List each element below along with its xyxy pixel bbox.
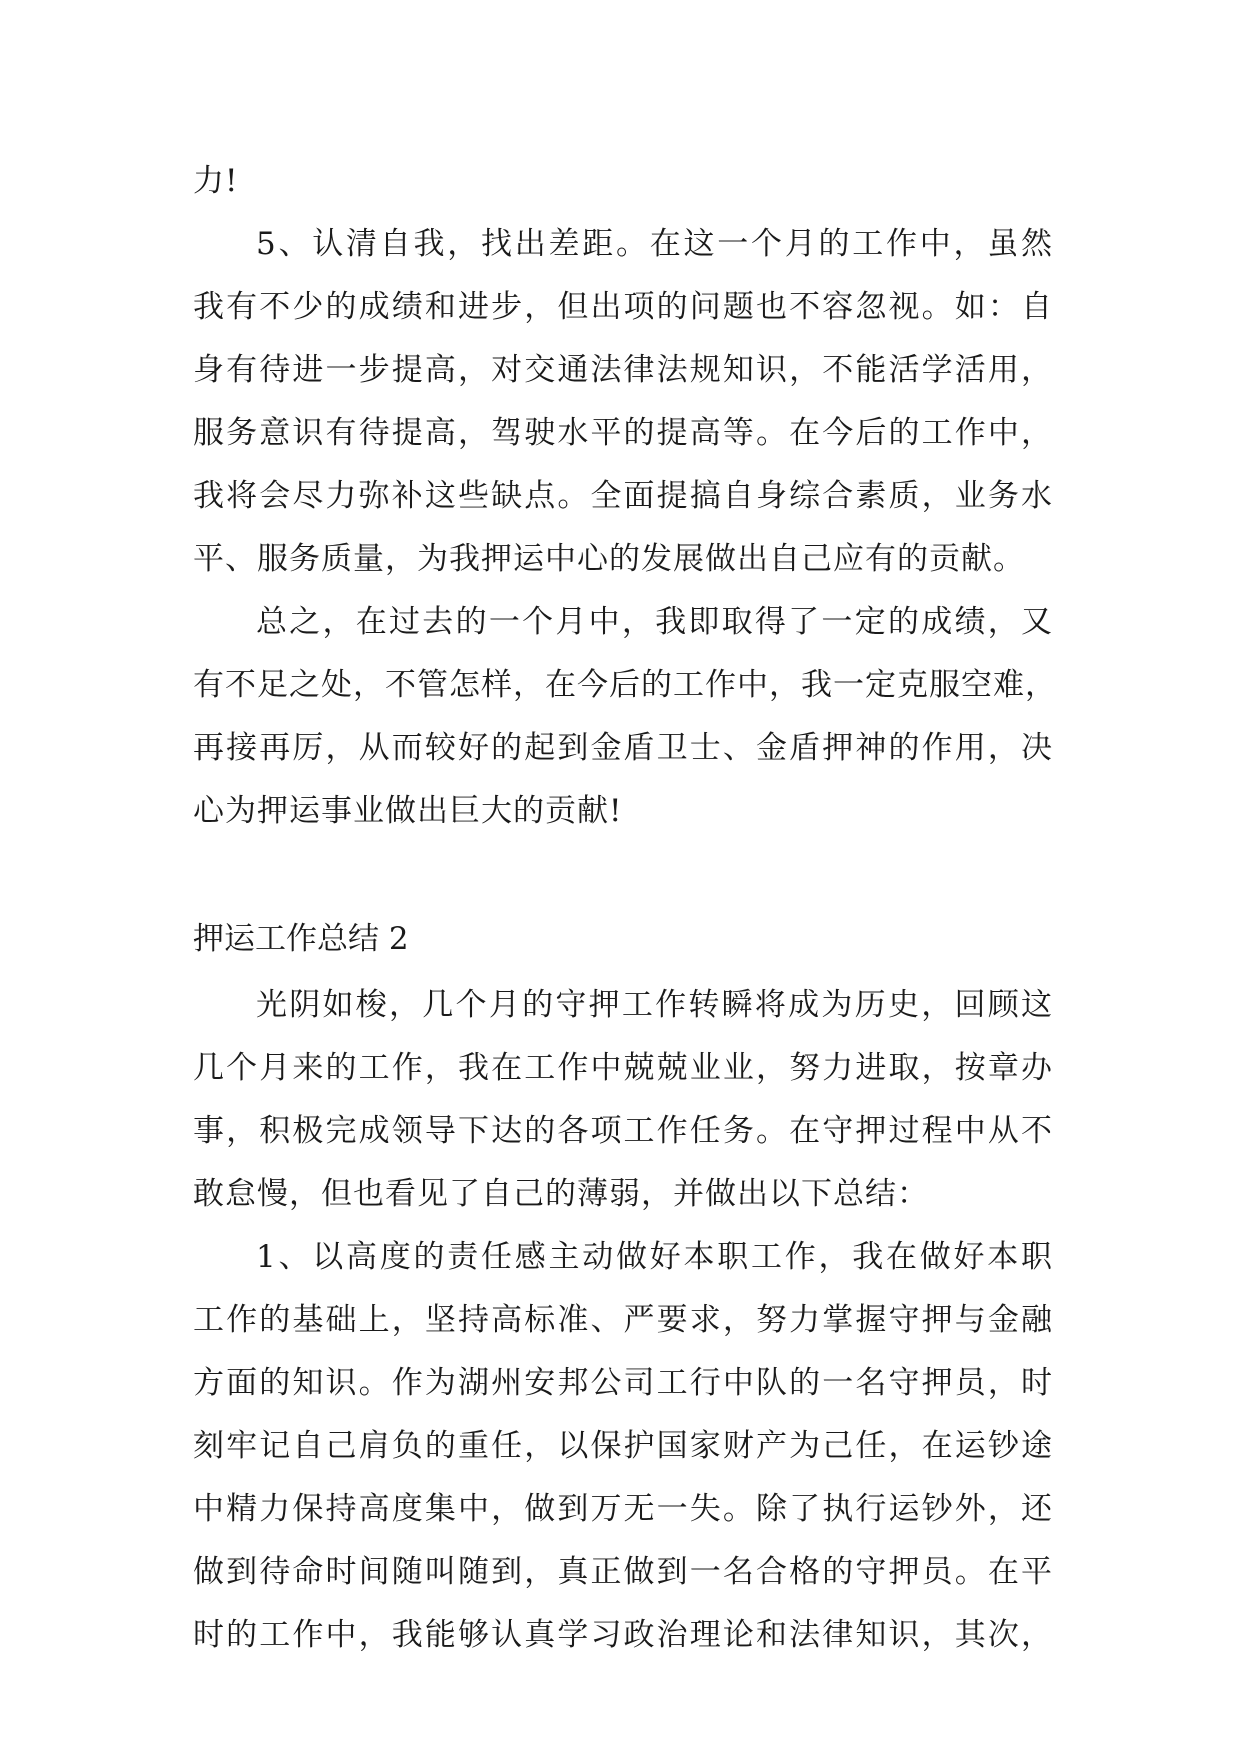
text-line: 光阴如梭，几个月的守押工作转瞬将成为历史，回顾这 (256, 987, 1053, 1023)
text-line: 中精力保持高度集中，做到万无一失。除了执行运钞外，还 (193, 1491, 1053, 1527)
text-line: 事，积极完成领导下达的各项工作任务。在守押过程中从不 (193, 1113, 1053, 1149)
text-line: 服务意识有待提高，驾驶水平的提高等。在今后的工作中， (193, 415, 1053, 451)
text-line: 方面的知识。作为湖州安邦公司工行中队的一名守押员，时 (193, 1365, 1053, 1401)
text-line: 做到待命时间随叫随到，真正做到一名合格的守押员。在平 (193, 1554, 1053, 1590)
text-line: 工作的基础上，坚持高标准、严要求，努力掌握守押与金融 (193, 1302, 1053, 1338)
text-line: 我将会尽力弥补这些缺点。全面提搞自身综合素质，业务水 (193, 478, 1053, 514)
text-line: 总之，在过去的一个月中，我即取得了一定的成绩，又 (256, 604, 1053, 640)
text-line: 身有待进一步提高，对交通法律法规知识，不能活学活用， (193, 352, 1053, 388)
text-line: 1、以高度的责任感主动做好本职工作，我在做好本职 (256, 1239, 1053, 1275)
text-line: 刻牢记自己肩负的重任，以保护国家财产为己任，在运钞途 (193, 1428, 1053, 1464)
text-line: 敢怠慢，但也看见了自己的薄弱，并做出以下总结： (193, 1176, 929, 1212)
text-line: 5、认清自我，找出差距。在这一个月的工作中，虽然 (256, 226, 1053, 262)
text-line: 力! (193, 163, 239, 199)
summary-section-1-text (193, 150, 1057, 843)
text-line: 心为押运事业做出巨大的贡献! (193, 793, 623, 829)
text-line: 再接再厉，从而较好的起到金盾卫士、金盾押神的作用，决 (193, 730, 1053, 766)
section-heading: 押运工作总结 2 (193, 921, 409, 957)
summary-section-2-text (193, 974, 1053, 1667)
text-line: 时的工作中，我能够认真学习政治理论和法律知识，其次， (193, 1617, 1053, 1653)
text-line: 几个月来的工作，我在工作中兢兢业业，努力进取，按章办 (193, 1050, 1053, 1086)
text-line: 有不足之处，不管怎样，在今后的工作中，我一定克服空难， (193, 667, 1057, 703)
text-line: 平、服务质量，为我押运中心的发展做出自己应有的贡献。 (193, 541, 1025, 577)
text-line: 我有不少的成绩和进步，但出项的问题也不容忽视。如：自 (193, 289, 1053, 325)
